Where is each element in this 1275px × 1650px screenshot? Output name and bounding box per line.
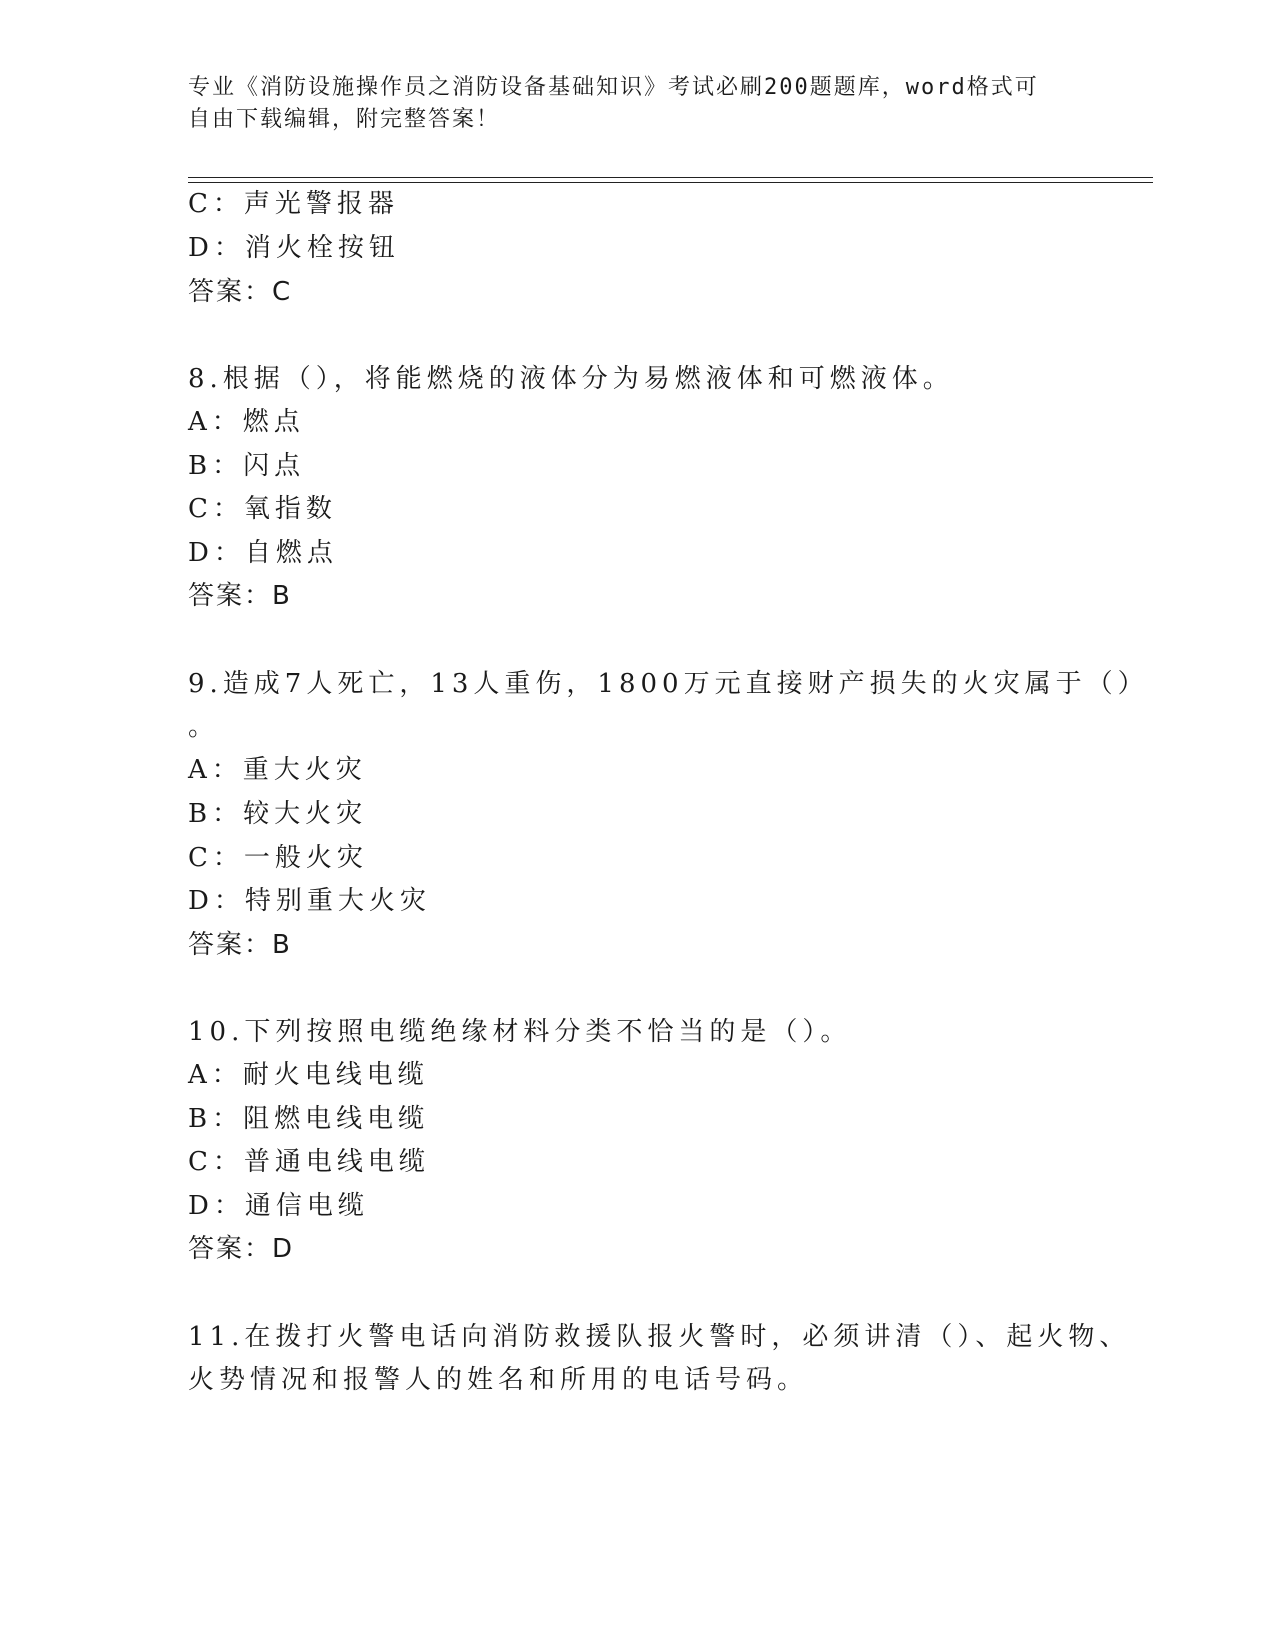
- q8-option-c: C：氧指数: [188, 494, 337, 524]
- q9-stem-line-1: 9.造成7人死亡，13人重伤，1800万元直接财产损失的火灾属于（）: [188, 669, 1149, 699]
- q9-option-a: A：重大火灾: [188, 755, 367, 785]
- q10-option-a: A：耐火电线电缆: [188, 1060, 429, 1090]
- q8-option-b: B：闪点: [188, 451, 306, 481]
- q10-option-b: B：阻燃电线电缆: [188, 1104, 430, 1134]
- q9-option-b: B：较大火灾: [188, 799, 368, 829]
- q7-option-d: D：消火栓按钮: [188, 233, 400, 263]
- q10-stem: 10.下列按照电缆绝缘材料分类不恰当的是（）。: [188, 1017, 852, 1047]
- q8-option-a: A：燃点: [188, 407, 305, 437]
- header-divider-top: [188, 177, 1153, 178]
- q10-option-d: D：通信电缆: [188, 1191, 369, 1221]
- q9-answer: 答案：B: [188, 930, 292, 960]
- q10-answer: 答案：D: [188, 1234, 295, 1264]
- q11-stem-line-2: 火势情况和报警人的姓名和所用的电话号码。: [188, 1365, 809, 1395]
- q10-option-c: C：普通电线电缆: [188, 1147, 430, 1177]
- header-line-1: 专业《消防设施操作员之消防设备基础知识》考试必刷200题题库，word格式可: [188, 75, 1039, 100]
- q9-stem-line-2: 。: [188, 712, 220, 742]
- q8-option-d: D：自燃点: [188, 538, 338, 568]
- header-line-2: 自由下载编辑，附完整答案！: [188, 107, 501, 132]
- q7-option-c: C：声光警报器: [188, 189, 399, 219]
- q8-answer: 答案：B: [188, 581, 292, 611]
- q9-option-c: C：一般火灾: [188, 843, 368, 873]
- q8-stem: 8.根据（），将能燃烧的液体分为易燃液体和可燃液体。: [188, 364, 954, 394]
- header-divider-bottom: [188, 182, 1153, 183]
- document-header: [188, 72, 1068, 136]
- q11-stem-line-1: 11.在拨打火警电话向消防救援队报火警时，必须讲清（）、起火物、: [188, 1322, 1131, 1352]
- q7-answer: 答案：C: [188, 277, 293, 307]
- q9-option-d: D：特别重大火灾: [188, 886, 431, 916]
